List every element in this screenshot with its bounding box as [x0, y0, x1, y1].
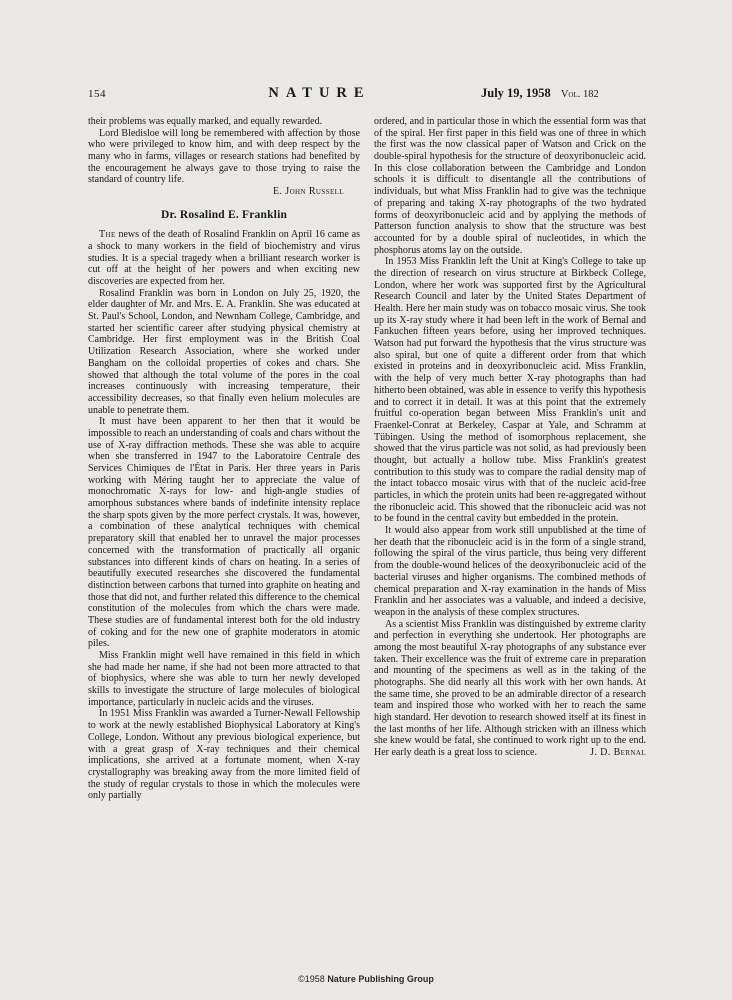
paragraph-text: As a scientist Miss Franklin was distinguished by extreme clarity and perfection in everything she undertook. Her photographs are among the most beautiful X-ray photographs of any substance ever taken. Their excellence was the fruit of extreme care in preparation and mounting of the specimens as well as in the taking of the photographs. She did nearly all this work with her own hands. At the same time, she proved to be an admirable director of a research team and inspired those who worked with her to reach the same high standard. Her devotion to research showed itself at its finest in the last months of her life. Although stricken with an illness which she knew would be fatal, she continued to work right up to the end. Her early death is a great loss to science. [374, 618, 646, 759]
left-column [88, 116, 360, 802]
signature-russell: E. John Russell [272, 186, 344, 198]
publisher-name: Nature Publishing Group [327, 974, 434, 984]
issue-date: July 19, 1958 [481, 86, 551, 100]
journal-title: NATURE [268, 85, 371, 101]
paragraph-obit-9 [374, 619, 646, 759]
page-header [88, 84, 646, 102]
paragraph-obit-1 [88, 229, 360, 287]
paragraph-bledisloe: Lord Bledisloe will long be remembered with affection by those who were privileged to know him, and with deep respect by the many who in farms, villages or research stations had benefited by the encouragement he always gave to those trying to raise the standard of country life. [88, 127, 360, 186]
paragraph-obit-3: It must have been apparent to her then that it would be impossible to reach an understanding of coals and chars without the use of X-ray diffraction methods. These she was able to acquire when she transferred in 1947 to the Laboratoire Centrale des Services Chimiques de l'État in Paris. Her three years in Paris working with Méring taught her to appreciate the value of monochromatic X-rays for low- and high-angle studies of amorphous substances where bands of indefinite intensity replace the sharp spots given by the more perfect crystals. It was, however, a combination of these analytical techniques with chemical preparatory skill that enabled her to unravel the major processes concerned with the transformation of practically all organic substances into different kinds of chars on heating. In a series of beautifully executed researches she discovered the fundamental distinction between carbons that turned into graphite on heating and those that did not, and further related this difference to the chemical constitution of the molecules from which the chars were made. These studies are of fundamental interest both for the old industry of coking and for the new one of graphite moderators in atomic piles. [88, 416, 360, 650]
paragraph-obit-4: Miss Franklin might well have remained in this field in which she had made her name, if she had not been more attracted to that of biophysics, where she was able to turn her newly developed skills to investigate the structure of large molecules of biological importance, particularly in nucleic acids and the viruses. [88, 650, 360, 708]
lead-word: The [99, 229, 116, 241]
two-column-body [88, 116, 646, 802]
issue-info [481, 84, 646, 102]
paragraph-obit-5: In 1951 Miss Franklin was awarded a Turner-Newall Fellowship to work at the newly established Biophysical Laboratory at King's College, London. Without any previous biological experience, but with a great grasp of X-ray techniques and their chemical implications, she arrived at a fortunate moment, when X-ray crystallography was breaking away from the more limited field of the study of regular crystals to those in which the molecules were only partially [88, 708, 360, 802]
signature-bernal: J. D. Bernal [590, 747, 646, 759]
right-column [374, 116, 646, 802]
copyright-footer [0, 974, 732, 984]
copyright-notice: ©1958 [298, 974, 328, 984]
paragraph-text: news of the death of Rosalind Franklin on April 16 came as a shock to many workers in the field of biochemistry and virus studies. It is a special tragedy when a brilliant research worker is cut off at the height of her powers and when exciting new discoveries are expected from her. [88, 229, 360, 288]
paragraph-obit-6: ordered, and in particular those in which the essential form was that of the spiral. Her first paper in this field was one of three in which the first was the now classical paper of Watson and Crick on the double-spiral hypothesis for the structure of deoxyribonucleic acid. In this close collaboration between the Cambridge and London schools it is difficult to disentangle all the contributions of individuals, but what Miss Franklin had to give was the technique of preparing and taking X-ray photographs of the two hydrated forms of deoxyribonucleic acid and by applying the methods of Patterson function analysis to show that the structure was best accounted for by a double spiral of nucleotides, in which the phosphorus atoms lay on the outside. [374, 116, 646, 256]
obituary-title: Dr. Rosalind E. Franklin [160, 208, 288, 221]
paragraph-obit-7: In 1953 Miss Franklin left the Unit at King's College to take up the direction of research on virus structure at Birkbeck College, London, where her work was supported first by the Agricultural Research Council and later by the United States Department of Health. Here her main study was on tobacco mosaic virus. She took up its X-ray study where it had been left in the work of Bernal and Fankuchen fifteen years before, using her improved techniques. Watson had put forward the hypothesis that the virus structure was also spiral, but one of quite a different order from that which existed in proteins and in deoxyribonucleic acid. Miss Franklin, with the help of very much better X-ray photographs than had hitherto been obtained, was able in essence to verify this hypothesis and to correct it in detail. It was at this point that the extremely fruitful co-operation began between Miss Franklin's unit and Fraenkel-Conrat at Berkeley, Caspar at Yale, and Schramm at Tübingen. Using the method of isomorphous replacement, she showed that the virus particle was not solid, as had previously been thought, but actually a hollow tube. Miss Franklin's greatest contribution to this study was to compare the radial density map of the intact tobacco mosaic virus with that of the nucleic acid-free particles, in which the protein units had been re-aggregated without the ribonucleic acid. This showed that the ribonucleic acid was not to be found in the central cavity but embedded in the protein. [374, 256, 646, 525]
paragraph-continuation: their problems was equally marked, and equally rewarded. [88, 116, 323, 127]
volume-number: Vol. 182 [560, 89, 599, 100]
paragraph-obit-8: It would also appear from work still unpublished at the time of her death that the ribonucleic acid is in the form of a single strand, following the spiral of the virus particle, thus being very different from the double-wound helices of the deoxyribonucleic acid of the bacterial viruses and higher organisms. The combined methods of chemical preparation and X-ray examination in the hands of Miss Franklin and her associates was a valuable, and indeed a decisive, weapon in the analysis of these complex structures. [374, 525, 646, 618]
page-number: 154 [88, 88, 106, 100]
paragraph-obit-2: Rosalind Franklin was born in London on July 25, 1920, the elder daughter of Mr. and Mrs. E. A. Franklin. She was educated at St. Paul's School, London, and Newnham College, Cambridge, and started her scientific career after studying physical chemistry at Cambridge. Her first employment was in the British Coal Utilization Research Association, where she worked under Bangham on the colloidal properties of cokes and chars. She showed that although the total volume of the pores in the coal increases continuously with increasing temperature, their accessibility decreases, so that finally even helium molecules are unable to penetrate them. [88, 287, 360, 416]
